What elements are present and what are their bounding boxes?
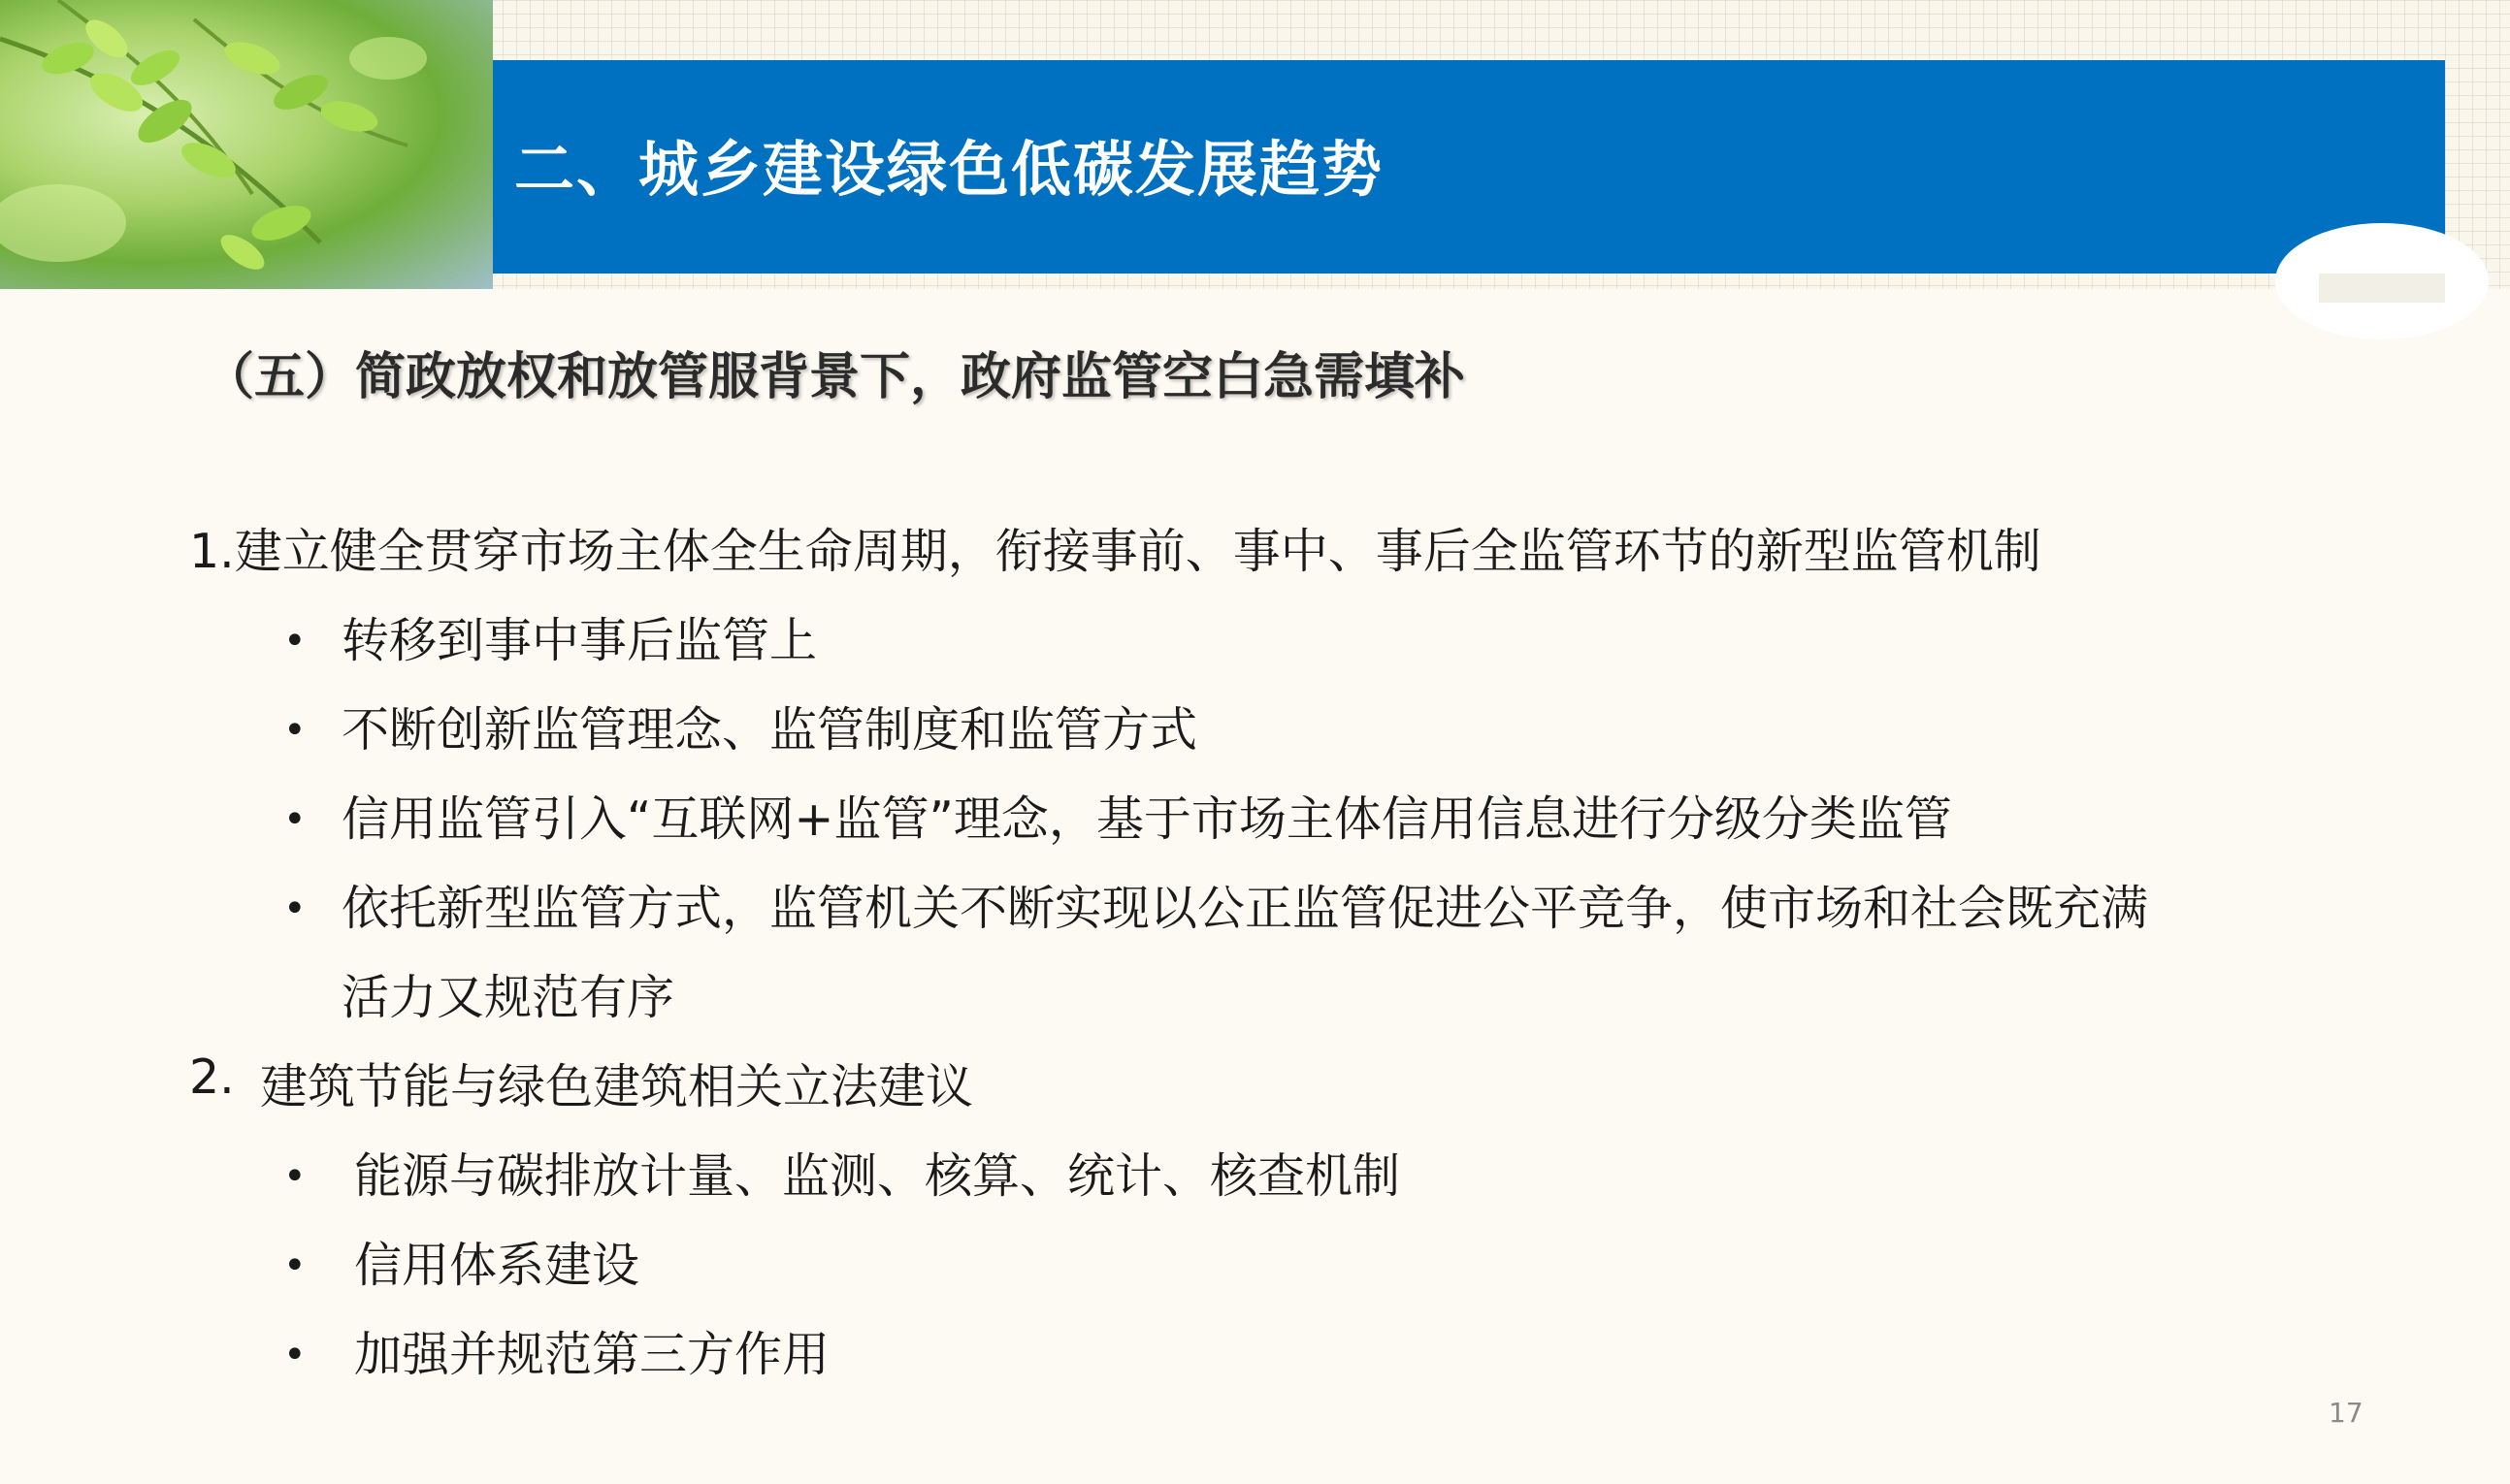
slide-title: 二、城乡建设绿色低碳发展趋势 <box>514 134 1385 205</box>
bullet-glyph: • <box>283 1243 307 1288</box>
item-2-bullet-3: 加强并规范第三方作用 <box>354 1327 831 1382</box>
item-1-bullet-3: 信用监管引入“互联网+监管”理念，基于市场主体信用信息进行分级分类监管 <box>342 791 1952 847</box>
bullet-glyph: • <box>283 1154 307 1199</box>
section-subtitle: （五）简政放权和放管服背景下，政府监管空白急需填补 <box>204 348 1466 406</box>
bullet-glyph: • <box>283 797 307 842</box>
bullet-glyph: • <box>283 887 307 931</box>
page-number: 17 <box>2329 1397 2363 1429</box>
item-2-bullet-2: 信用体系建设 <box>354 1238 640 1293</box>
item-1-bullet-1: 转移到事中事后监管上 <box>342 613 818 668</box>
corner-decoration <box>2270 48 2494 339</box>
leaf-illustration <box>0 0 493 289</box>
item-1-text: 1.建立健全贯穿市场主体全生命周期，衔接事前、事中、事后全监管环节的新型监管机制 <box>189 524 2041 579</box>
leaf-photo <box>0 0 493 289</box>
bullet-glyph: • <box>283 1333 307 1377</box>
bullet-glyph: • <box>283 619 307 663</box>
item-1-bullet-4: 依托新型监管方式，监管机关不断实现以公正监管促进公平竞争，使市场和社会既充满 <box>342 881 2149 936</box>
item-1-bullet-2: 不断创新监管理念、监管制度和监管方式 <box>342 702 1198 758</box>
item-2-text: 建筑节能与绿色建筑相关立法建议 <box>260 1059 974 1114</box>
bullet-glyph: • <box>283 708 307 753</box>
item-1-bullet-4-continued: 活力又规范有序 <box>342 970 675 1025</box>
item-2-number: 2. <box>189 1049 235 1105</box>
item-2-bullet-1: 能源与碳排放计量、监测、核算、统计、核查机制 <box>354 1148 1401 1204</box>
